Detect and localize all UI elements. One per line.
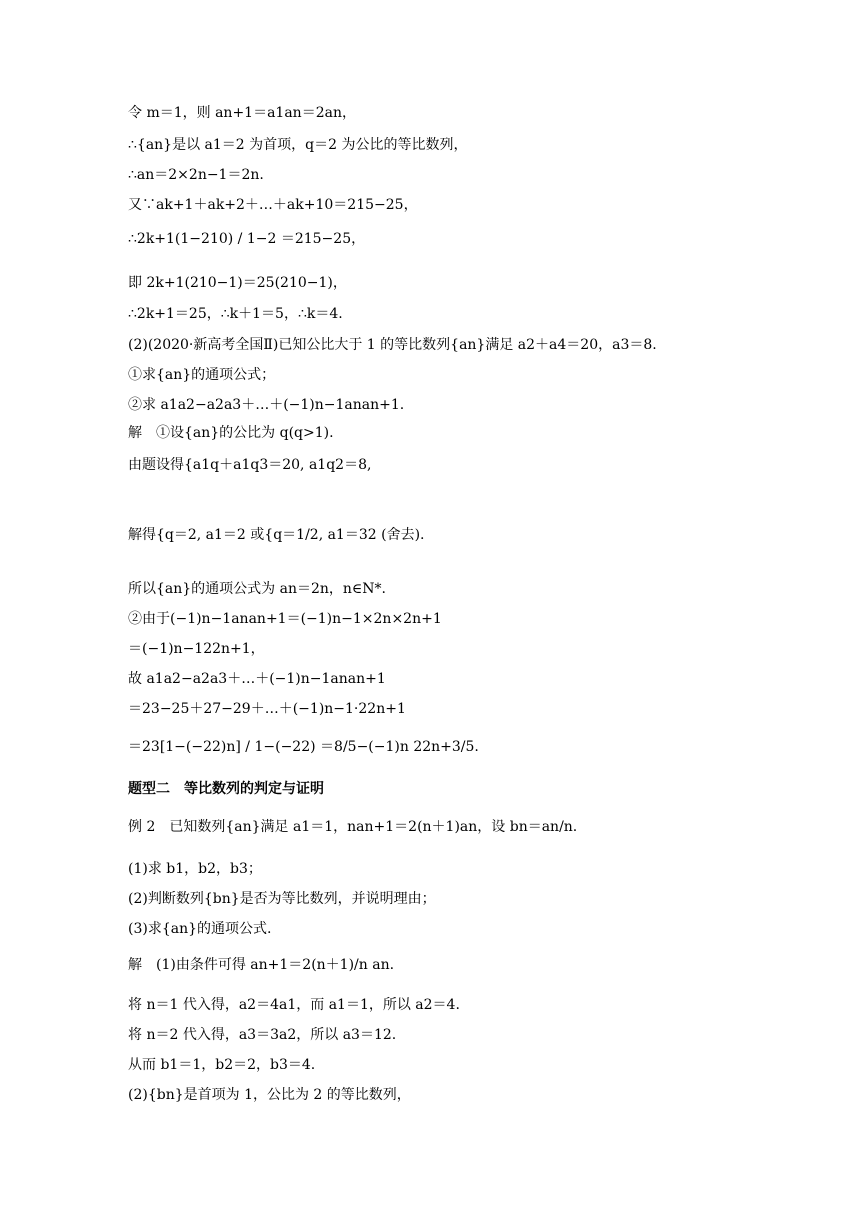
text-line: ②求 a1a2−a2a3＋…＋(−1)n−1anan+1. [128,397,405,413]
text-line: ＝23−25＋27−29＋…＋(−1)n−1·22n+1 [128,701,406,717]
text-line: 从而 b1＝1，b2＝2，b3＝4. [128,1057,316,1073]
text-line: ＝(−1)n−122n+1， [128,641,265,657]
text-line: (1)求 b1，b2，b3； [128,861,262,877]
text-line: 将 n＝2 代入得，a3＝3a2，所以 a3＝12. [128,1027,397,1043]
text-line: 解 (1)由条件可得 an+1＝2(n＋1)/n an. [128,957,395,973]
text-line: 解得{q＝2, a1＝2 或{q＝1/2, a1＝32 (舍去). [128,527,425,543]
text-line: 由题设得{a1q＋a1q3＝20, a1q2＝8, [128,457,372,473]
text-line: (2){bn}是首项为 1，公比为 2 的等比数列， [128,1087,411,1103]
text-line: 故 a1a2−a2a3＋…＋(−1)n−1anan+1 [128,671,386,687]
text-line: 即 2k+1(210−1)＝25(210−1)， [128,275,347,291]
text-line: ∴2k+1＝25，∴k＋1＝5，∴k＝4. [128,306,343,322]
text-line: 解 ①设{an}的公比为 q(q>1). [128,425,334,441]
text-line: ＝23[1−(−22)n] / 1−(−22) ＝8/5−(−1)n 22n+3/5. [128,739,479,755]
text-line: 例 2 已知数列{an}满足 a1＝1，nan+1＝2(n＋1)an，设 bn＝an/n. [128,819,578,835]
text-line: (2)(2020·新高考全国Ⅱ)已知公比大于 1 的等比数列{an}满足 a2＋a4＝20，a3＝8. [128,337,657,353]
text-line: ∴{an}是以 a1＝2 为首项，q＝2 为公比的等比数列， [128,137,468,153]
text-line: ①求{an}的通项公式； [128,367,276,383]
text-line: 所以{an}的通项公式为 an＝2n，n∈N*. [128,581,386,597]
text-line: 令 m＝1，则 an+1＝a1an＝2an， [128,105,356,121]
text-line: (3)求{an}的通项公式. [128,921,272,937]
text-line: 又∵ak+1＋ak+2＋…＋ak+10＝215−25， [128,197,418,213]
text-line: (2)判断数列{bn}是否为等比数列，并说明理由； [128,891,436,907]
text-line: ∴2k+1(1−210) / 1−2 ＝215−25， [128,231,366,247]
text-line: ∴an＝2×2n−1＝2n. [128,167,264,183]
text-line: ②由于(−1)n−1anan+1＝(−1)n−1×2n×2n+1 [128,611,442,627]
text-line: 将 n＝1 代入得，a2＝4a1，而 a1＝1，所以 a2＝4. [128,997,460,1013]
section-heading: 题型二 等比数列的判定与证明 [128,781,324,797]
